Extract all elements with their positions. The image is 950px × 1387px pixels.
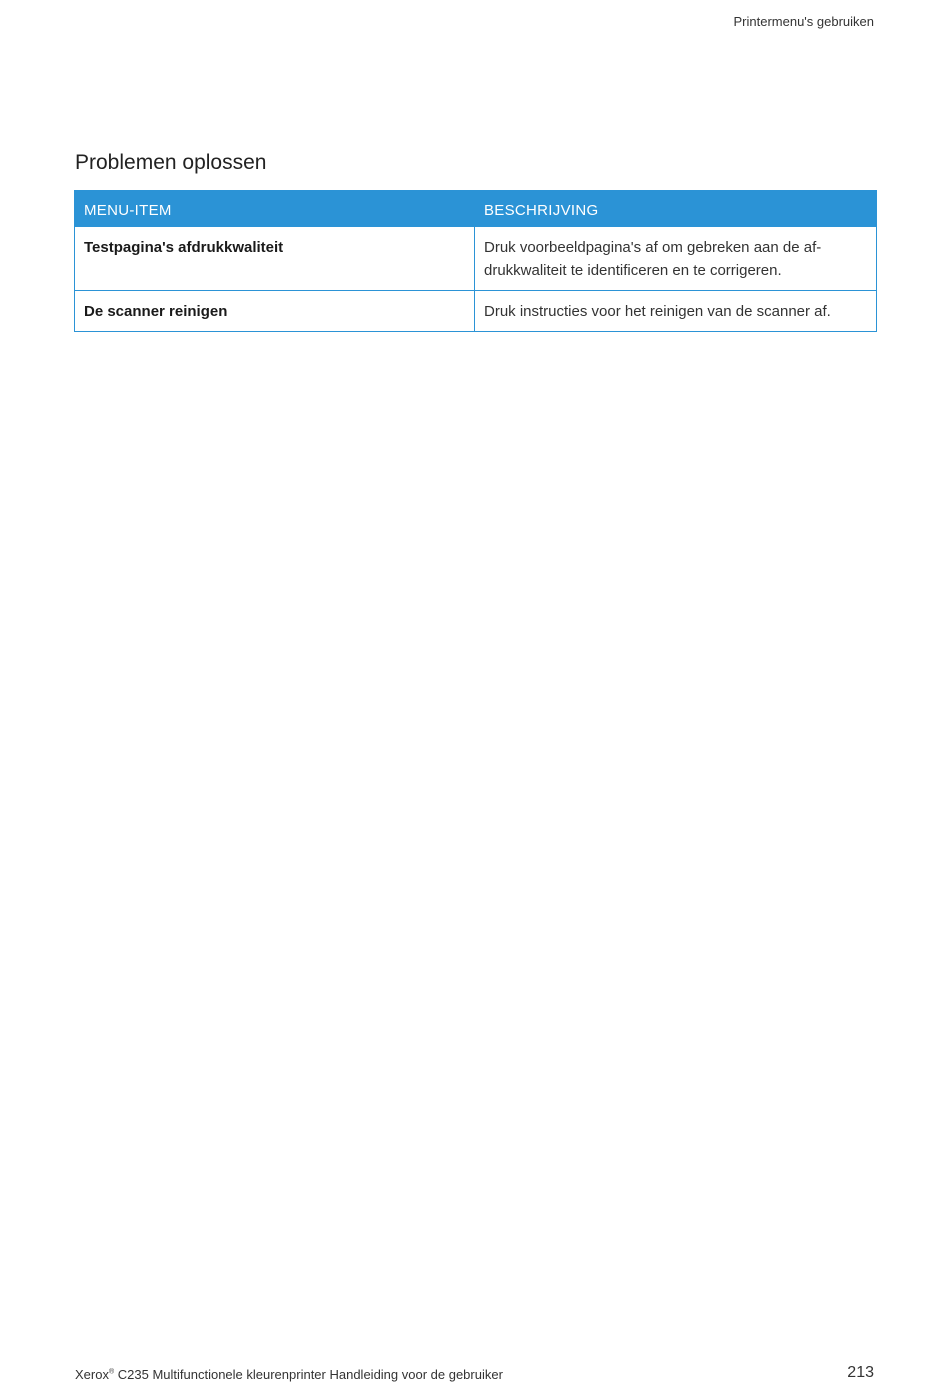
section-title: Problemen oplossen bbox=[75, 151, 267, 174]
page-number: 213 bbox=[847, 1364, 874, 1381]
table-row bbox=[75, 291, 877, 332]
column-header-menu-item: MENU-ITEM bbox=[75, 191, 475, 227]
menu-item-description bbox=[475, 227, 877, 291]
table-header-row bbox=[75, 191, 877, 227]
menu-item-name: Testpagina's afdrukkwaliteit bbox=[75, 227, 475, 291]
trademark-symbol: ® bbox=[108, 1368, 115, 1376]
footer-document-title bbox=[75, 1367, 503, 1382]
description-text: Druk instructies voor het reinigen van de scanner af. bbox=[484, 303, 831, 320]
menu-item-name: De scanner reinigen bbox=[75, 291, 475, 332]
footer-brand: Xerox bbox=[75, 1367, 109, 1382]
table-row bbox=[75, 227, 877, 291]
column-header-description: BESCHRIJVING bbox=[475, 191, 877, 227]
footer-title: C235 Multifunctionele kleurenprinter Handleiding voor de gebruiker bbox=[114, 1367, 503, 1382]
menu-table bbox=[74, 190, 877, 332]
description-text: Druk voorbeeldpagina's af om gebreken aan de af-drukkwaliteit te identificeren en te corrigeren. bbox=[484, 239, 822, 279]
menu-item-description bbox=[475, 291, 877, 332]
running-header: Printermenu's gebruiken bbox=[733, 14, 874, 29]
